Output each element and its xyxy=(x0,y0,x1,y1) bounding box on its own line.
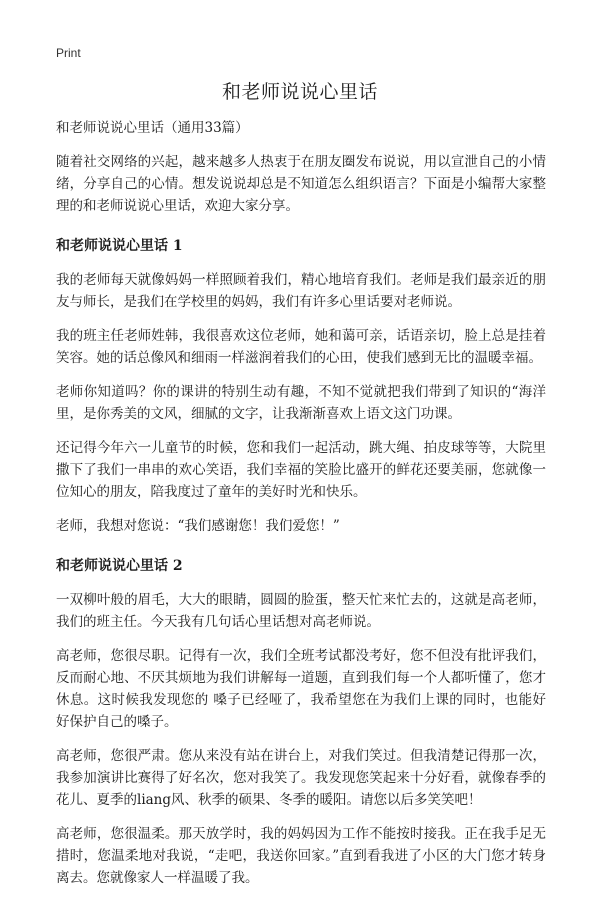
section-heading-1: 和老师说说心里话 1 xyxy=(56,238,183,254)
section-2-paragraph: 一双柳叶般的眉毛，大大的眼睛，圆圆的脸蛋，整天忙来忙去的，这就是高老师，我们的班主任。今天我有几句话心里话想对高老师说。 xyxy=(56,592,546,630)
section-heading-2: 和老师说说心里话 2 xyxy=(56,558,183,574)
section-1-paragraph: 老师你知道吗？你的课讲的特别生动有趣，不知不觉就把我们带到了知识的“海洋里，是你秀美的文风，细腻的文字，让我渐渐喜欢上语文这门功课。 xyxy=(56,384,546,422)
document-subtitle: 和老师说说心里话（通用33篇） xyxy=(56,120,249,136)
section-2-paragraph: 高老师，您很尽职。记得有一次，我们全班考试都没考好，您不但没有批评我们，反而耐心地、不厌其烦地为我们讲解每一道题，直到我们每一个人都听懂了，您才休息。这时候我发现您的 嗓子已经哑了，我希望您在为我们上课的同时，也能好好保护自己的嗓子。 xyxy=(56,648,546,730)
print-link[interactable]: Print xyxy=(56,46,81,60)
intro-paragraph: 随着社交网络的兴起，越来越多人热衷于在朋友圈发布说说，用以宣泄自己的小情绪，分享自己的心情。想发说说却总是不知道怎么组织语言？下面是小编帮大家整理的和老师说说心里话，欢迎大家分享。 xyxy=(56,154,546,214)
document-title: 和老师说说心里话 xyxy=(221,81,378,103)
section-1-paragraph: 老师，我想对您说：“我们感谢您！我们爱您！” xyxy=(56,518,340,534)
document-body xyxy=(56,117,546,901)
section-1-paragraph: 我的老师每天就像妈妈一样照顾着我们，精心地培育我们。老师是我们最亲近的朋友与师长，是我们在学校里的妈妈，我们有许多心里话要对老师说。 xyxy=(56,272,546,310)
section-1-paragraph: 我的班主任老师姓韩，我很喜欢这位老师，她和蔼可亲，话语亲切，脸上总是挂着笑容。她的话总像风和细雨一样滋润着我们的心田，使我们感到无比的温暖幸福。 xyxy=(56,328,546,366)
section-1-paragraph: 还记得今年六一儿童节的时候，您和我们一起活动，跳大绳、拍皮球等等，大院里撒下了我们一串串的欢心笑语，我们幸福的笑脸比盛开的鲜花还要美丽，您就像一位知心的朋友，陪我度过了童年的美好时光和快乐。 xyxy=(56,440,546,500)
section-2-paragraph: 高老师，您很温柔。那天放学时，我的妈妈因为工作不能按时接我。正在我手足无措时，您温柔地对我说，“走吧，我送你回家。”直到看我进了小区的大门您才转身离去。您就像家人一样温暖了我。 xyxy=(56,826,546,886)
section-2-paragraph: 高老师，您很严肃。您从来没有站在讲台上，对我们笑过。但我清楚记得那一次，我参加演讲比赛得了好名次，您对我笑了。我发现您笑起来十分好看，就像春季的花儿、夏季的liang风、秋季的硕果、冬季的暖阳。请您以后多笑笑吧！ xyxy=(56,748,546,808)
